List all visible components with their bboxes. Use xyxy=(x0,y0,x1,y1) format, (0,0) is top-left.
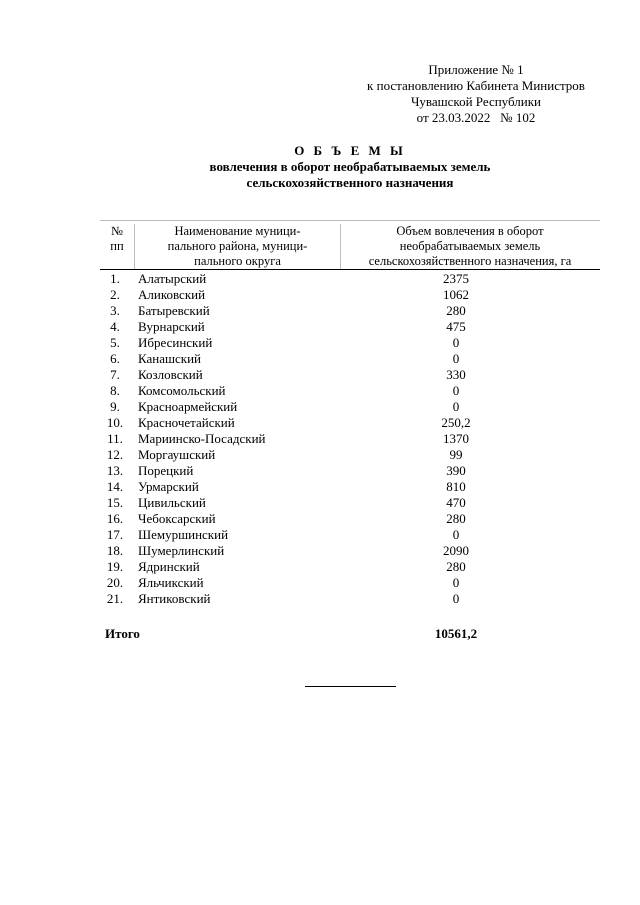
volume-value: 0 xyxy=(452,591,460,606)
end-divider xyxy=(305,686,396,687)
table-row xyxy=(100,575,600,591)
table-row xyxy=(100,367,600,383)
volume-value: 99 xyxy=(449,447,463,462)
volume-value: 0 xyxy=(452,399,460,414)
row-number: 9. xyxy=(110,399,120,414)
row-number: 18. xyxy=(106,543,124,558)
district-name: Канашский xyxy=(138,351,202,366)
district-name: Янтиковский xyxy=(138,591,211,606)
table-row xyxy=(100,479,600,495)
table-row xyxy=(100,559,600,575)
volumes-table xyxy=(100,220,600,606)
volume-value: 2090 xyxy=(443,543,469,558)
row-number: 11. xyxy=(107,431,123,446)
volume-value: 390 xyxy=(446,463,466,478)
total-label: Итого xyxy=(105,626,140,641)
document-subtitle-line2: сельскохозяйственного назначения xyxy=(246,175,454,190)
volume-value: 280 xyxy=(446,303,466,318)
district-name: Красночетайский xyxy=(138,415,235,430)
district-name: Чебоксарский xyxy=(138,511,216,526)
header-number: № пп xyxy=(110,224,124,253)
row-number: 14. xyxy=(106,479,124,494)
volume-value: 280 xyxy=(446,559,466,574)
row-number: 3. xyxy=(110,303,120,318)
volume-value: 0 xyxy=(452,335,460,350)
table-row xyxy=(100,511,600,527)
total-value: 10561,2 xyxy=(434,626,478,641)
volume-value: 250,2 xyxy=(441,415,471,430)
district-name: Шемуршинский xyxy=(138,527,229,542)
appendix-republic: Чувашской Республики xyxy=(410,94,542,109)
table-row xyxy=(100,271,600,287)
district-name: Порецкий xyxy=(138,463,194,478)
table-row xyxy=(100,447,600,463)
table-row xyxy=(100,351,600,367)
row-number: 8. xyxy=(110,383,120,398)
volume-value: 470 xyxy=(446,495,466,510)
header-volume: Объем вовлечения в оборот необрабатываемых земель сельскохозяйственного назначения, га xyxy=(368,224,572,268)
row-number: 20. xyxy=(106,575,124,590)
volume-value: 1370 xyxy=(443,431,469,446)
document-title: О Б Ъ Е М Ы xyxy=(294,143,406,158)
appendix-title: Приложение № 1 xyxy=(428,62,524,77)
table-row xyxy=(100,399,600,415)
table-row xyxy=(100,527,600,543)
table-row xyxy=(100,319,600,335)
district-name: Урмарский xyxy=(138,479,199,494)
row-number: 4. xyxy=(110,319,120,334)
district-name: Вурнарский xyxy=(138,319,205,334)
row-number: 1. xyxy=(110,271,120,286)
appendix-resolution: к постановлению Кабинета Министров xyxy=(367,78,585,93)
row-number: 7. xyxy=(110,367,120,382)
volume-value: 0 xyxy=(452,575,460,590)
row-number: 13. xyxy=(106,463,124,478)
volume-value: 0 xyxy=(452,527,460,542)
volume-value: 280 xyxy=(446,511,466,526)
district-name: Алатырский xyxy=(138,271,207,286)
district-name: Ядринский xyxy=(138,559,200,574)
district-name: Яльчикский xyxy=(138,575,204,590)
row-number: 16. xyxy=(106,511,124,526)
volume-value: 330 xyxy=(446,367,466,382)
volume-value: 810 xyxy=(446,479,466,494)
table-row xyxy=(100,431,600,447)
row-number: 2. xyxy=(110,287,120,302)
appendix-block xyxy=(352,62,600,126)
row-number: 15. xyxy=(106,495,124,510)
volume-value: 0 xyxy=(452,383,460,398)
row-number: 21. xyxy=(106,591,124,606)
table-row xyxy=(100,383,600,399)
table-row xyxy=(100,287,600,303)
appendix-date-number: от 23.03.2022 № 102 xyxy=(416,110,536,125)
row-number: 17. xyxy=(106,527,124,542)
district-name: Батыревский xyxy=(138,303,210,318)
row-number: 12. xyxy=(106,447,124,462)
district-name: Шумерлинский xyxy=(138,543,225,558)
header-name: Наименование муници- пального района, муници- пального округа xyxy=(134,224,341,269)
district-name: Моргаушский xyxy=(138,447,216,462)
table-row xyxy=(100,591,600,607)
volume-value: 475 xyxy=(446,319,466,334)
district-name: Козловский xyxy=(138,367,203,382)
row-number: 5. xyxy=(110,335,120,350)
volume-value: 2375 xyxy=(443,271,469,286)
district-name: Ибресинский xyxy=(138,335,213,350)
table-row xyxy=(100,495,600,511)
district-name: Красноармейский xyxy=(138,399,238,414)
document-subtitle-line1: вовлечения в оборот необрабатываемых земель xyxy=(209,159,491,174)
volume-value: 0 xyxy=(452,351,460,366)
district-name: Мариинско-Посадский xyxy=(138,431,266,446)
row-number: 10. xyxy=(106,415,124,430)
table-row xyxy=(100,463,600,479)
row-number: 19. xyxy=(106,559,124,574)
row-number: 6. xyxy=(110,351,120,366)
table-row xyxy=(100,415,600,431)
volume-value: 1062 xyxy=(443,287,469,302)
table-row xyxy=(100,335,600,351)
table-header xyxy=(100,220,600,270)
district-name: Комсомольский xyxy=(138,383,226,398)
district-name: Цивильский xyxy=(138,495,206,510)
table-row xyxy=(100,303,600,319)
district-name: Аликовский xyxy=(138,287,206,302)
table-row xyxy=(100,543,600,559)
